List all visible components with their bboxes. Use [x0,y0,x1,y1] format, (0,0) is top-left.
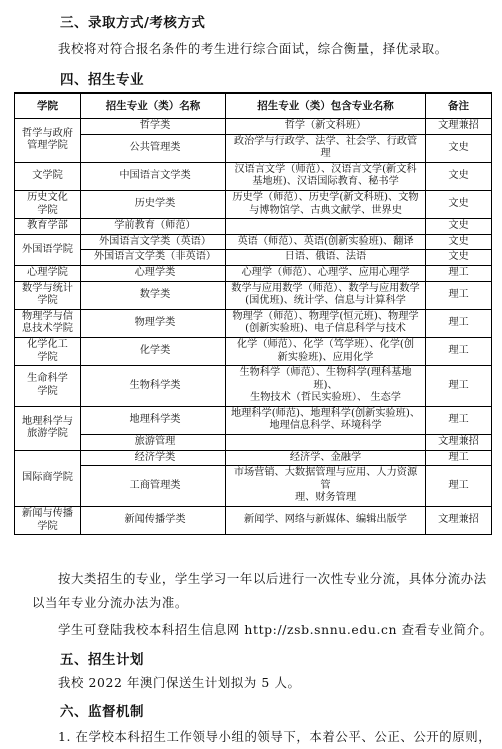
college-cell: 教育学部 [15,219,81,235]
section-4-title: 四、招生专业 [60,72,144,88]
website-note: 学生可登陆我校本科招生信息网 http://zsb.snnu.edu.cn 查看专业简介。 [58,622,493,637]
included-majors-cell: 化学（师范）、化学（笃学班）、化学(创 新实验班)、应用化学 [226,337,426,365]
section-3-title: 三、录取方式/考核方式 [60,15,206,31]
college-cell: 国际商学院 [15,450,81,506]
major-cell: 中国语言文学类 [81,162,226,190]
header-note: 备注 [426,93,492,119]
section-6-title: 六、监督机制 [60,704,144,720]
major-cell: 公共管理类 [81,134,226,162]
note-cell: 理工 [426,450,492,466]
note-cell: 文理兼招 [426,119,492,135]
included-majors-cell: 新闻学、网络与新媒体、编辑出版学 [226,507,426,535]
table-row [15,265,492,281]
streaming-note-line2: 以当年专业分流办法为准。 [32,595,188,610]
college-cell: 历史文化 学院 [15,190,81,218]
table-row [15,281,492,309]
note-cell: 文史 [426,190,492,218]
college-cell: 地理科学与 旅游学院 [15,406,81,450]
table-row [15,466,492,507]
section-5-text: 我校 2022 年澳门保送生计划拟为 5 人。 [58,675,301,690]
included-majors-cell: 生物科学（师范）、生物科学(理科基地班)、 生物技术（哲民实验班）、 生态学 [226,366,426,407]
included-majors-cell: 心理学（师范）、心理学、应用心理学 [226,265,426,281]
college-cell: 外国语学院 [15,234,81,265]
major-cell: 新闻传播学类 [81,507,226,535]
included-majors-cell: 英语（师范）、英语(创新实验班)、翻译 [226,234,426,250]
major-cell: 外国语言文学类（非英语） [81,250,226,266]
section-5-title: 五、招生计划 [60,652,144,668]
table-row [15,250,492,266]
included-majors-cell: 物理学（师范）、物理学(恒元班)、物理学 (创新实验班)、电子信息科学与技术 [226,309,426,337]
included-majors-cell: 日语、俄语、法语 [226,250,426,266]
included-majors-cell: 市场营销、大数据管理与应用、人力资源管 理、财务管理 [226,466,426,507]
college-cell: 心理学院 [15,265,81,281]
college-cell: 化学化工 学院 [15,337,81,365]
college-cell: 数学与统计 学院 [15,281,81,309]
major-cell: 物理学类 [81,309,226,337]
major-cell: 历史学类 [81,190,226,218]
note-cell: 文史 [426,134,492,162]
table-row [15,119,492,135]
included-majors-cell: 经济学、金融学 [226,450,426,466]
note-cell: 理工 [426,366,492,407]
included-majors-cell [226,435,426,451]
table-row [15,234,492,250]
note-cell: 理工 [426,406,492,434]
table-row [15,134,492,162]
major-cell: 哲学类 [81,119,226,135]
table-row [15,366,492,407]
note-cell: 文史 [426,162,492,190]
note-cell: 理工 [426,466,492,507]
header-major: 招生专业（类）名称 [81,93,226,119]
college-cell: 物理学与信 息技术学院 [15,309,81,337]
note-cell: 文史 [426,250,492,266]
college-cell: 哲学与政府 管理学院 [15,119,81,163]
section-6-text: 1. 在学校本科招生工作领导小组的领导下，本着公平、公正、公开的原则， [58,729,492,744]
table-row [15,162,492,190]
table-row [15,406,492,434]
note-cell: 文理兼招 [426,435,492,451]
major-cell: 旅游管理 [81,435,226,451]
included-majors-cell [226,219,426,235]
section-3-text: 我校将对符合报名条件的考生进行综合面试，综合衡量，择优录取。 [58,41,448,56]
major-cell: 工商管理类 [81,466,226,507]
major-cell: 化学类 [81,337,226,365]
included-majors-cell: 政治学与行政学、法学、社会学、行政管理 [226,134,426,162]
table-row [15,337,492,365]
note-cell: 理工 [426,281,492,309]
table-row [15,507,492,535]
note-cell: 文史 [426,219,492,235]
included-majors-cell: 汉语言文学（师范）、汉语言文学(新文科 基地班)、汉语国际教育、秘书学 [226,162,426,190]
major-cell: 地理科学类 [81,406,226,434]
college-cell: 文学院 [15,162,81,190]
streaming-note-line1: 按大类招生的专业，学生学习一年以后进行一次性专业分流，具体分流办法 [58,571,487,586]
college-cell: 新闻与传播 学院 [15,507,81,535]
major-cell: 经济学类 [81,450,226,466]
included-majors-cell: 历史学（师范）、历史学(新文科班)、文物 与博物馆学、古典文献学、世界史 [226,190,426,218]
major-cell: 外国语言文学类（英语） [81,234,226,250]
header-included-majors: 招生专业（类）包含专业名称 [226,93,426,119]
majors-table [14,92,492,535]
table-row [15,309,492,337]
note-cell: 理工 [426,309,492,337]
note-cell: 理工 [426,337,492,365]
table-row [15,450,492,466]
included-majors-cell: 地理科学(师范)、地理科学(创新实验班)、 地理信息科学、环境科学 [226,406,426,434]
table-row [15,190,492,218]
college-cell: 生命科学 学院 [15,366,81,407]
note-cell: 理工 [426,265,492,281]
note-cell: 文史 [426,234,492,250]
table-row [15,219,492,235]
table-row [15,435,492,451]
major-cell: 心理学类 [81,265,226,281]
header-college: 学院 [15,93,81,119]
included-majors-cell: 哲学（新文科班） [226,119,426,135]
major-cell: 生物科学类 [81,366,226,407]
note-cell: 文理兼招 [426,507,492,535]
table-header-row [15,93,492,119]
major-cell: 数学类 [81,281,226,309]
included-majors-cell: 数学与应用数学（师范）、数学与应用数学 (国优班)、统计学、信息与计算科学 [226,281,426,309]
major-cell: 学前教育（师范） [81,219,226,235]
